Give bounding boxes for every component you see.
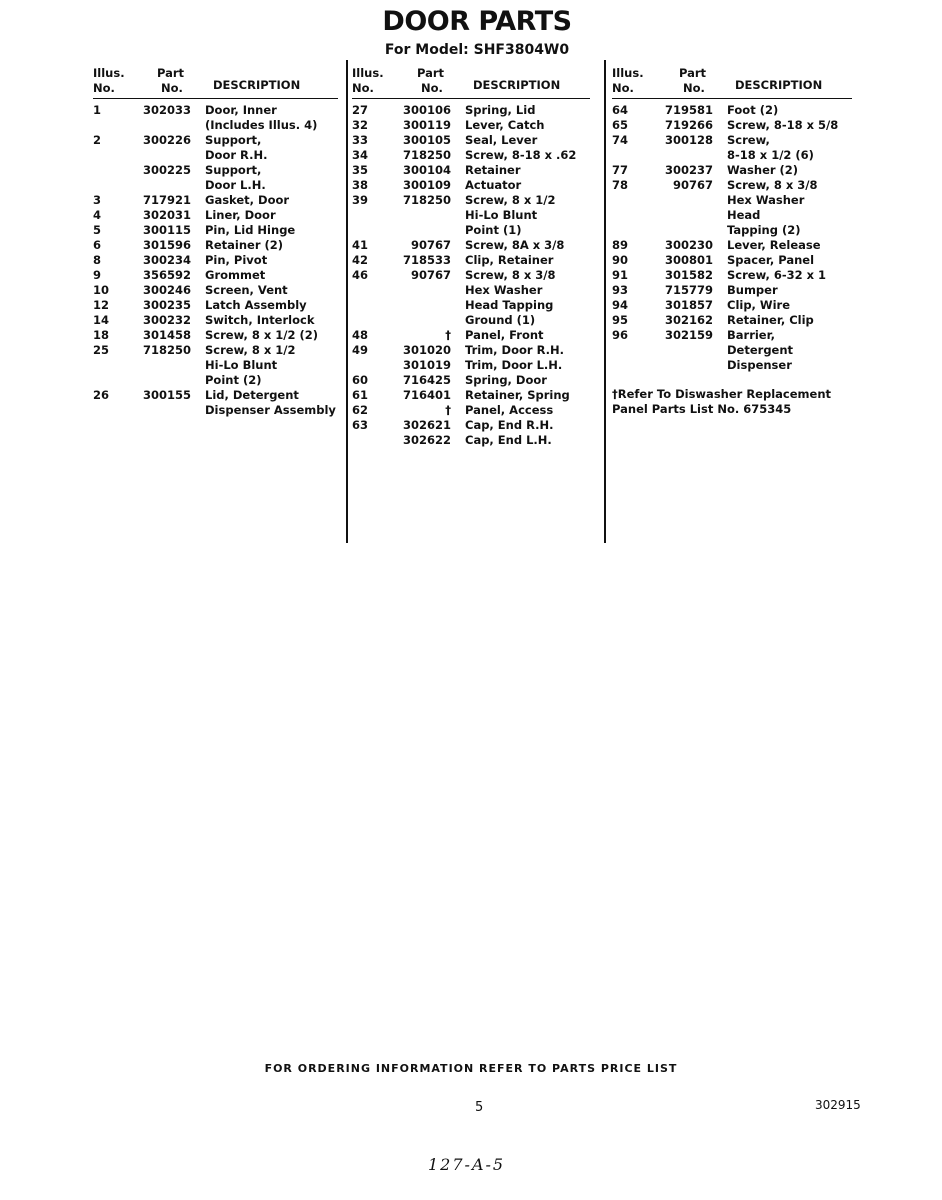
illus-number: 27 — [352, 103, 369, 117]
part-header: No. — [683, 81, 705, 95]
part-number: 719581 — [664, 103, 713, 117]
description — [205, 313, 314, 328]
table-row — [612, 283, 852, 298]
part-number: 302622 — [402, 433, 451, 447]
description — [205, 133, 267, 163]
document-number: 302915 — [815, 1098, 861, 1112]
illus-header: Illus. — [352, 66, 384, 80]
part-number: 301857 — [664, 298, 713, 312]
illus-number: 46 — [352, 268, 369, 282]
description-line: Screw, 8 x 3/8 — [465, 268, 556, 282]
description-line: Screw, 8A x 3/8 — [465, 238, 565, 252]
description-line: Detergent — [727, 343, 794, 357]
description-line: Clip, Retainer — [465, 253, 554, 267]
illus-number: 95 — [612, 313, 629, 327]
description — [465, 193, 555, 238]
description — [205, 103, 317, 133]
part-number: 300235 — [142, 298, 191, 312]
table-row — [93, 133, 338, 163]
description — [727, 118, 838, 133]
description-line: Spring, Lid — [465, 103, 536, 117]
description — [465, 148, 576, 163]
description — [205, 238, 283, 253]
illus-number: 26 — [93, 388, 110, 402]
part-number: † — [445, 403, 451, 417]
description-line: Support, — [205, 163, 262, 177]
description-line: Barrier, — [727, 328, 775, 342]
part-number: 300128 — [664, 133, 713, 147]
description-line: Support, — [205, 133, 262, 147]
illus-number: 63 — [352, 418, 369, 432]
description — [205, 283, 288, 298]
description — [205, 223, 295, 238]
description — [465, 373, 547, 388]
description-line: Screw, 8-18 x 5/8 — [727, 118, 839, 132]
illus-number: 42 — [352, 253, 369, 267]
illus-number — [93, 163, 139, 193]
description-line: Gasket, Door — [205, 193, 290, 207]
description-line: Bumper — [727, 283, 778, 297]
table-row — [352, 403, 590, 418]
description-line: Screw, 8 x 1/2 — [465, 193, 556, 207]
ordering-footer: FOR ORDERING INFORMATION REFER TO PARTS PRICE LIST — [264, 1062, 678, 1075]
part-number: 300119 — [402, 118, 451, 132]
description-line: Spacer, Panel — [727, 253, 815, 267]
description — [727, 253, 814, 268]
description-header: DESCRIPTION — [735, 78, 823, 92]
illus-number: 25 — [93, 343, 110, 357]
page-number: 5 — [475, 1100, 484, 1115]
illus-number: 60 — [352, 373, 369, 387]
part-number: 300104 — [402, 163, 451, 177]
part-number: 301458 — [142, 328, 191, 342]
part-number: 716425 — [402, 373, 451, 387]
description-line: Screw, — [727, 133, 770, 147]
table-header — [93, 64, 338, 99]
description-line: Lever, Catch — [465, 118, 545, 132]
description-line: Cap, End R.H. — [465, 418, 554, 432]
illus-number: 48 — [352, 328, 369, 342]
part-number: 302159 — [664, 328, 713, 342]
illus-number: 62 — [352, 403, 369, 417]
illus-number: 65 — [612, 118, 629, 132]
table-row — [612, 178, 852, 238]
description — [465, 178, 521, 193]
table-row — [352, 178, 590, 193]
illus-number: 91 — [612, 268, 629, 282]
description-line: Retainer, Spring — [465, 388, 570, 402]
description-line: Lever, Release — [727, 238, 821, 252]
description — [727, 328, 793, 373]
part-number: 300109 — [402, 178, 451, 192]
description — [205, 388, 336, 418]
table-row — [93, 268, 338, 283]
description-line: Hex Washer — [727, 193, 805, 207]
description — [205, 193, 289, 208]
description — [465, 268, 555, 328]
description-line: Trim, Door R.H. — [465, 343, 565, 357]
part-number: 90767 — [672, 178, 713, 192]
part-number: 718250 — [402, 148, 451, 162]
description-line: Door, Inner — [205, 103, 277, 117]
table-row — [612, 133, 852, 163]
description — [205, 328, 318, 343]
description-line: (Includes Illus. 4) — [205, 118, 318, 132]
description — [727, 133, 814, 163]
illus-number: 14 — [93, 313, 110, 327]
illus-number: 77 — [612, 163, 629, 177]
description — [727, 268, 826, 283]
part-header: Part — [417, 66, 445, 80]
description — [465, 358, 562, 373]
illus-number: 12 — [93, 298, 110, 312]
illus-number: 93 — [612, 283, 629, 297]
column-divider — [604, 60, 606, 543]
part-number: 300115 — [142, 223, 191, 237]
table-row — [93, 238, 338, 253]
part-number: 719266 — [664, 118, 713, 132]
illus-number: 90 — [612, 253, 629, 267]
table-row — [352, 163, 590, 178]
illus-number: 32 — [352, 118, 369, 132]
description-line: Hex Washer — [465, 283, 543, 297]
description-line: Trim, Door L.H. — [465, 358, 563, 372]
description-line: Screen, Vent — [205, 283, 288, 297]
table-row — [352, 103, 590, 118]
illus-header: Illus. — [93, 66, 125, 80]
part-number: 302031 — [142, 208, 191, 222]
description-line: Screw, 8 x 3/8 — [727, 178, 818, 192]
description-line: Lid, Detergent — [205, 388, 299, 402]
table-row — [612, 118, 852, 133]
part-number: 717921 — [142, 193, 191, 207]
part-number: 300225 — [142, 163, 191, 177]
illus-number: 6 — [93, 238, 102, 252]
description-line: Spring, Door — [465, 373, 547, 387]
table-row — [612, 328, 852, 373]
table-row — [352, 193, 590, 238]
description — [727, 283, 778, 298]
part-number: 716401 — [402, 388, 451, 402]
illus-number: 3 — [93, 193, 102, 207]
illus-number: 61 — [352, 388, 369, 402]
part-number: 300105 — [402, 133, 451, 147]
table-row — [352, 373, 590, 388]
part-number: 300155 — [142, 388, 191, 402]
description-line: Ground (1) — [465, 313, 536, 327]
table-row — [352, 418, 590, 433]
table-row — [352, 328, 590, 343]
description — [205, 163, 266, 193]
description-header: DESCRIPTION — [213, 78, 301, 92]
description — [727, 313, 814, 328]
description — [727, 298, 790, 313]
part-number: 90767 — [410, 238, 451, 252]
description-line: Screw, 6-32 x 1 — [727, 268, 827, 282]
table-row — [93, 328, 338, 343]
description-line: Retainer — [465, 163, 521, 177]
part-header: Part — [679, 66, 707, 80]
illus-number: 49 — [352, 343, 369, 357]
description — [205, 298, 307, 313]
table-row — [612, 313, 852, 328]
illus-number: 10 — [93, 283, 110, 297]
part-header: No. — [421, 81, 443, 95]
description-line: Dispenser — [727, 358, 792, 372]
description — [465, 388, 570, 403]
description-line: Clip, Wire — [727, 298, 791, 312]
handwritten-note: 127-A-5 — [428, 1155, 506, 1174]
part-number: 300801 — [664, 253, 713, 267]
illus-number: 33 — [352, 133, 369, 147]
illus-number: 74 — [612, 133, 629, 147]
table-row — [612, 103, 852, 118]
part-number: 715779 — [664, 283, 713, 297]
description — [465, 163, 521, 178]
description-line: Switch, Interlock — [205, 313, 315, 327]
description — [205, 253, 267, 268]
description-line: Seal, Lever — [465, 133, 538, 147]
part-number: 301596 — [142, 238, 191, 252]
table-header — [352, 64, 590, 99]
part-number: 718250 — [402, 193, 451, 207]
table-header — [612, 64, 852, 99]
table-row — [352, 343, 590, 358]
part-number: 300226 — [142, 133, 191, 147]
description — [465, 328, 544, 343]
part-number: 302033 — [142, 103, 191, 117]
description — [205, 208, 276, 223]
description — [727, 238, 821, 253]
part-number: 301019 — [402, 358, 451, 372]
part-number: 302162 — [664, 313, 713, 327]
illus-number: 38 — [352, 178, 369, 192]
table-row — [352, 433, 590, 448]
description — [465, 433, 552, 448]
description — [727, 178, 817, 238]
illus-number: 18 — [93, 328, 110, 342]
part-number: 718250 — [142, 343, 191, 357]
table-row — [352, 148, 590, 163]
description-line: Panel, Front — [465, 328, 544, 342]
illus-number: 89 — [612, 238, 629, 252]
table-row — [612, 163, 852, 178]
description — [465, 418, 554, 433]
parts-column-1 — [93, 64, 338, 418]
description-line: Pin, Lid Hinge — [205, 223, 296, 237]
illus-number: 41 — [352, 238, 369, 252]
part-header: Part — [157, 66, 185, 80]
illus-header: No. — [352, 81, 374, 95]
description — [205, 268, 265, 283]
description-line: Latch Assembly — [205, 298, 307, 312]
table-row — [352, 388, 590, 403]
table-row — [352, 118, 590, 133]
footnote-line: Panel Parts List No. 675345 — [612, 402, 792, 416]
table-row — [612, 238, 852, 253]
illus-number: 96 — [612, 328, 629, 342]
description-line: Liner, Door — [205, 208, 276, 222]
part-number: 301020 — [402, 343, 451, 357]
part-number: 300230 — [664, 238, 713, 252]
description — [465, 133, 537, 148]
illus-number: 8 — [93, 253, 102, 267]
description — [465, 403, 553, 418]
parts-column-3 — [612, 64, 852, 417]
description — [465, 238, 564, 253]
description-line: Door L.H. — [205, 178, 266, 192]
part-number: 718533 — [402, 253, 451, 267]
description — [465, 253, 553, 268]
description-line: Tapping (2) — [727, 223, 801, 237]
table-row — [93, 253, 338, 268]
table-row — [93, 388, 338, 418]
description-line: Point (2) — [205, 373, 262, 387]
table-row — [93, 313, 338, 328]
description-line: Cap, End L.H. — [465, 433, 552, 447]
table-row — [93, 298, 338, 313]
description-line: Screw, 8-18 x .62 — [465, 148, 577, 162]
illus-number: 94 — [612, 298, 629, 312]
description — [205, 343, 295, 388]
table-row — [352, 133, 590, 148]
description — [727, 103, 778, 118]
part-number: 300237 — [664, 163, 713, 177]
part-header: No. — [161, 81, 183, 95]
page-title: DOOR PARTS — [382, 6, 572, 37]
table-row — [612, 253, 852, 268]
table-row — [93, 208, 338, 223]
description-line: Head Tapping — [465, 298, 554, 312]
illus-number: 39 — [352, 193, 369, 207]
illus-header: No. — [93, 81, 115, 95]
part-number: 302621 — [402, 418, 451, 432]
description-line: Screw, 8 x 1/2 (2) — [205, 328, 318, 342]
table-row — [352, 238, 590, 253]
description-line: Grommet — [205, 268, 266, 282]
description-line: Retainer, Clip — [727, 313, 814, 327]
description-line: Dispenser Assembly — [205, 403, 336, 417]
table-row — [93, 283, 338, 298]
illus-header: Illus. — [612, 66, 644, 80]
illus-number: 35 — [352, 163, 369, 177]
illus-number: 64 — [612, 103, 629, 117]
footnote — [612, 387, 852, 417]
description — [465, 103, 535, 118]
part-number: 300234 — [142, 253, 191, 267]
description — [465, 343, 564, 358]
table-row — [93, 343, 338, 388]
part-number: 300246 — [142, 283, 191, 297]
table-row — [352, 253, 590, 268]
table-row — [93, 223, 338, 238]
part-number: 300106 — [402, 103, 451, 117]
description-line: Door R.H. — [205, 148, 268, 162]
illus-header: No. — [612, 81, 634, 95]
table-row — [93, 163, 338, 193]
illus-number: 4 — [93, 208, 102, 222]
description — [727, 163, 798, 178]
description-line: Pin, Pivot — [205, 253, 268, 267]
part-number: 300232 — [142, 313, 191, 327]
description-line: Hi-Lo Blunt — [465, 208, 538, 222]
illus-number — [352, 358, 398, 373]
part-number: 90767 — [410, 268, 451, 282]
illus-number: 78 — [612, 178, 629, 192]
description-header: DESCRIPTION — [473, 78, 561, 92]
table-row — [93, 103, 338, 133]
part-number: 356592 — [142, 268, 191, 282]
description-line: Retainer (2) — [205, 238, 284, 252]
model-subtitle: For Model: SHF3804W0 — [384, 42, 570, 58]
description-line: Panel, Access — [465, 403, 554, 417]
description — [465, 118, 544, 133]
part-number: 301582 — [664, 268, 713, 282]
footnote-line: †Refer To Diswasher Replacement — [612, 387, 831, 401]
illus-number: 9 — [93, 268, 102, 282]
description-line: Actuator — [465, 178, 522, 192]
description-line: Hi-Lo Blunt — [205, 358, 278, 372]
table-row — [612, 298, 852, 313]
description-line: Screw, 8 x 1/2 — [205, 343, 296, 357]
illus-number — [352, 433, 398, 448]
table-row — [352, 358, 590, 373]
illus-number: 1 — [93, 103, 102, 117]
table-row — [352, 268, 590, 328]
parts-column-2 — [352, 64, 590, 448]
column-divider — [346, 60, 348, 543]
illus-number: 34 — [352, 148, 369, 162]
description-line: Washer (2) — [727, 163, 799, 177]
part-number: † — [445, 328, 451, 342]
table-row — [612, 268, 852, 283]
description-line: Point (1) — [465, 223, 522, 237]
table-row — [93, 193, 338, 208]
illus-number: 5 — [93, 223, 102, 237]
description-line: Head — [727, 208, 761, 222]
description-line: Foot (2) — [727, 103, 779, 117]
description-line: 8-18 x 1/2 (6) — [727, 148, 814, 162]
illus-number: 2 — [93, 133, 102, 147]
